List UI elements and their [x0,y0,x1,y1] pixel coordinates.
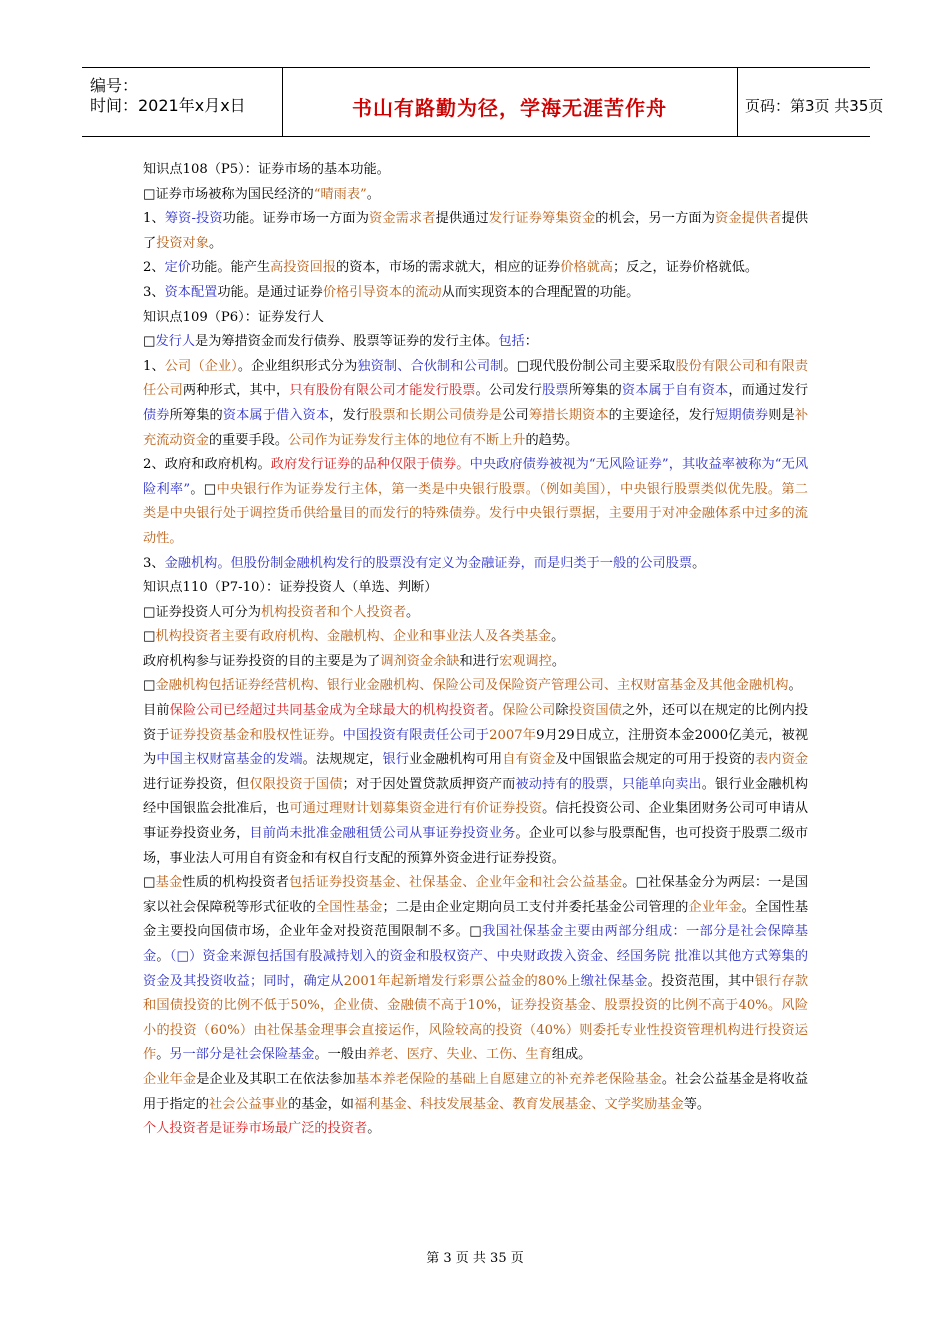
text-run: 3、 [143,284,165,300]
text-run: 独资制、合伙制和公司制 [357,358,504,374]
text-run: 社会公益事业 [208,1096,289,1112]
text-run: 。 [788,678,802,694]
text-run: 知识点108（P5）：证券市场的基本功能。 [143,162,390,177]
header-right-cell [737,68,884,136]
text-run: 。银行业金融机构经中国银监会批准后，也 [143,776,809,817]
text-run: 。 [329,727,343,743]
text-run: 我国社保基金主要由两部分组成：一部分是社会保障基金 [143,924,808,964]
paragraph [143,871,808,1068]
text-run: □证券市场被称为国民经济的 [143,186,314,202]
text-run: 机构投资者和个人投资者 [260,604,407,620]
text-run: 定价 [164,260,191,276]
text-run: 政府发行证券的品种仅限于债券。 [270,457,470,473]
paragraph [143,256,808,281]
text-run: 目前尚未批准金融租赁公司从事证券投资业务 [249,826,516,842]
text-run: 2007年 [489,727,537,743]
paragraph [143,576,808,601]
text-run: 的主要途径，发行 [608,407,716,423]
header-page-number: 页码：第3页 共35页 [745,97,884,115]
text-run: 所筹集的 [169,407,223,423]
text-run: 个人投资者是证券市场最广泛的投资者 [143,1121,368,1137]
text-run: 发行人 [155,334,196,350]
text-run: 。一般由 [314,1047,368,1063]
text-run: 被动持有的股票，只能单向卖出 [515,776,702,792]
text-run: 资本属于自有资本 [621,383,729,399]
paragraph [143,1068,808,1117]
text-run: 表内资金 [754,752,809,768]
text-run: 的趋势。 [525,432,579,448]
paragraph [143,453,808,551]
text-run: 补充流动资金 [143,407,809,448]
text-run: □ [143,678,156,694]
text-run: 资本属于借入资本 [222,407,330,423]
text-run: 所筹集的 [568,383,622,399]
text-run: 是为筹措资金而发行债券、股票等证券的发行主体。 [195,334,499,350]
text-run: 2001年起新增发行彩票公益金的80% [343,973,568,989]
paragraph [143,281,808,306]
text-run: 功能。能产生 [190,260,271,276]
page-header [82,67,884,137]
header-motto: 书山有路勤为径，学海无涯苦作舟 [352,96,667,120]
text-run: 。 [692,555,706,571]
text-run: 债券 [143,407,170,423]
text-run: 。法规规定， [302,752,383,768]
text-run: 。企业组织形式分为 [237,358,358,374]
paragraph [143,1117,808,1142]
text-run: 。 [367,1121,381,1137]
text-run: 则是 [768,407,795,423]
text-run: 。公司发行 [475,383,543,399]
text-run: 之外，还可以在规定的比例内投资于 [143,703,809,743]
text-run: 另一部分是社会保险基金 [169,1047,315,1063]
text-run: 。全国性基金主要投向国债市场，企业年金对投资范围限制不多。□ [143,899,809,940]
text-run: 。投资范围，其中 [647,973,755,989]
text-run: 股份有限公司和有限责任公司 [143,358,809,399]
text-run: 全国性基金 [315,899,383,915]
text-run: 1、 [143,211,165,227]
document-number: 编号： [90,76,139,95]
text-run: 中央银行作为证券发行主体，第一类是中央银行股票。（例如美国），中央银行股票类似优先股。第二类是中央银行处于调控货币供给量目的而发行的特殊债券。发行中央银行票据，主要用于对冲金融体系中过多的流动性。 [143,481,808,546]
text-run: 及中国银监会规定的可用于投资的 [555,752,755,768]
text-run: （□）资金来源包括国有股减持划入的资金和股权资产、中央财政拨入资金、经国务院 批准以其他方式筹集的资金及其投资收益；同时，确定从 [143,949,809,989]
text-run: 包括 [498,334,525,350]
paragraph [143,355,808,453]
text-run: 中国主权财富基金的发端 [156,752,303,768]
text-run: 。 [551,629,565,645]
text-run: 的重要手段。 [208,432,289,448]
text-run: 功能。证券市场一方面为 [222,211,370,227]
text-run: 性质的机构投资者 [182,875,289,891]
text-run: ；二是由企业定期向员工支付并委托基金公司管理的 [382,899,689,915]
text-run: 的资本，市场的需求就大，相应的证券 [336,260,561,276]
text-run: 公司（企业） [164,358,238,374]
text-run: “晴雨表” [313,186,367,202]
text-run: 银行 [382,752,410,768]
text-run: 包括证券投资基金、社保基金、企业年金和社会公益基金 [288,875,623,891]
text-run: 企业年金 [688,899,742,915]
text-run: 知识点109（P6）：证券发行人 [143,309,324,325]
text-run: □ [143,334,156,350]
text-run: 高投资回报 [270,260,337,276]
text-run: 2、政府和政府机构。 [143,457,271,473]
text-run: 短期债券 [715,407,769,423]
text-run: 的机会，另一方面为 [595,211,716,227]
paragraph [143,674,808,699]
text-run: □ [143,875,156,891]
text-run: ，发行 [329,407,370,423]
page-footer: 第 3 页 共 35 页 [426,1251,524,1266]
text-run: 。□现代股份制公司主要采取 [503,358,676,374]
text-run: 公司 [502,407,529,423]
text-run: 功能。是通过证券 [217,284,323,300]
text-run: 投资对象 [156,235,209,251]
text-run: 中央政府债券被视为“无风险证券”，其收益率被称为“无风险利率” [143,457,809,497]
text-run: 和进行 [459,653,500,669]
text-run: 基金 [155,875,183,891]
text-run: 股票和长期公司债券是 [369,407,503,423]
paragraph [143,699,808,871]
text-run: 。企业可以参与股票配售，也可投资于股票二级市场，事业法人可用自有资金和有权自行支配的预算外资金进行证券投资。 [143,826,809,866]
text-run: 除 [555,703,569,719]
text-run: 自有资金 [502,752,556,768]
text-run: 资金需求者 [369,211,436,227]
text-run: 2、 [143,260,165,276]
text-run: 价格引导资本的流动 [322,284,442,300]
text-run: 资本配置 [164,284,218,300]
text-run: 资金提供者 [715,211,782,227]
text-run: 。□社保基金分为两层：一是国家以社会保障税等形式征收的 [143,875,809,915]
paragraph [143,601,808,626]
paragraph [143,158,808,183]
text-run: 。 [208,235,223,251]
text-run: 股票 [542,383,569,399]
text-run: 。 [366,186,380,202]
text-run: 的基金，如 [288,1096,354,1112]
text-run: 提供了 [143,211,809,251]
text-run: 调剂资金余缺 [380,653,460,669]
document-body [143,158,808,1142]
text-run: 。 [156,1047,170,1063]
text-run: □证券投资人可分为 [143,604,261,620]
header-middle-cell [282,68,738,136]
text-run: 仅限投资于国债 [249,776,343,792]
text-run: 1、 [143,358,165,374]
text-run: ： [524,334,538,350]
text-run: 金融机构包括证券经营机构、银行业金融机构、保险公司及保险资产管理公司、主权财富基金及其他金融机构 [155,678,789,694]
text-run: □ [143,629,156,645]
text-run: 保险公司已经超过共同基金成为全球最大的机构投资者 [169,703,489,719]
paragraph [143,625,808,650]
text-run: 。 [406,604,420,620]
paragraph [143,552,808,577]
text-run: 金融机构。但股份制金融机构发行的股票没有定义为金融证券，而是归类于一般的公司股票 [164,555,693,571]
text-run: 3、 [143,555,165,571]
text-run: 发行证券筹集资金 [488,211,596,227]
text-run: ；对于因处置贷款质押资产而 [342,776,516,792]
text-run: 证券投资基金和股权性证券 [169,727,330,743]
text-run: 。 [156,949,170,964]
text-run: 。 [551,653,565,669]
text-run: 。□ [190,481,217,497]
text-run: 投资国债 [568,703,622,719]
text-run: 公司作为证券发行主体的地位有不断上升 [288,432,526,448]
text-run: 组成。 [551,1047,592,1063]
text-run: 。社会公益基金是将收益用于指定的 [143,1071,809,1112]
text-run: 基本养老保险的基础上自愿建立的补充养老保险基金 [355,1071,662,1087]
text-run: 两种形式，其中， [182,383,290,399]
text-run: 宏观调控 [499,653,552,669]
text-run: 筹资-投资 [164,211,223,227]
text-run: 提供通过 [435,211,489,227]
text-run: 银行存款和国债投资的比例不低于50%，企业债、金融债不高于10%，证券投资基金、股票投资的比例不高于40%。风险小的投资（60%）由社保基金理事会直接运作，风险较高的投资（40%）则委托专业性投资管理机构进行投资运作 [143,973,809,1063]
paragraph [143,650,808,675]
text-run: 价格就高 [560,260,613,276]
text-run: ；反之，证券价格就低。 [612,260,759,276]
text-run: 上缴社保基金 [567,973,648,989]
paragraph [143,330,808,355]
text-run: 进行证券投资，但 [143,776,250,792]
text-run: 。信托投资公司、企业集团财务公司可申请从事证券投资业务， [143,801,809,842]
text-run: ，而通过发行 [728,383,809,399]
text-run: 筹措长期资本 [528,407,609,423]
paragraph [143,183,808,208]
text-run: 9月29日成立，注册资本金2000亿美元，被视为 [143,727,809,768]
text-run: 政府机构参与证券投资的目的主要是为了 [143,653,381,669]
text-run: 目前 [143,703,170,719]
text-run: 养老、医疗、失业、工伤、生育 [367,1047,552,1063]
text-run: 企业年金 [143,1071,197,1087]
header-left-cell [82,68,283,136]
text-run: 只有股份有限公司才能发行股票 [289,383,476,399]
text-run: 中国投资有限责任公司于 [342,727,490,743]
text-run: 。 [488,703,503,719]
text-run: 可通过理财计划募集资金进行有价证券投资 [289,801,543,817]
text-run: 业金融机构可用 [409,752,503,768]
paragraph [143,207,808,256]
text-run: 从而实现资本的合理配置的功能。 [441,284,640,300]
text-run: 是企业及其职工在依法参加 [196,1071,356,1087]
paragraph [143,306,808,331]
text-run: 福利基金、科技发展基金、教育发展基金、文学奖励基金 [354,1096,684,1112]
document-time: 时间：2021年x月x日 [90,96,246,115]
text-run: 保险公司 [502,703,556,719]
text-run: 知识点110（P7-10）：证券投资人（单选、判断） [143,580,438,596]
text-run: 等。 [683,1096,711,1112]
text-run: 机构投资者主要有政府机构、金融机构、企业和事业法人及各类基金 [155,629,552,645]
